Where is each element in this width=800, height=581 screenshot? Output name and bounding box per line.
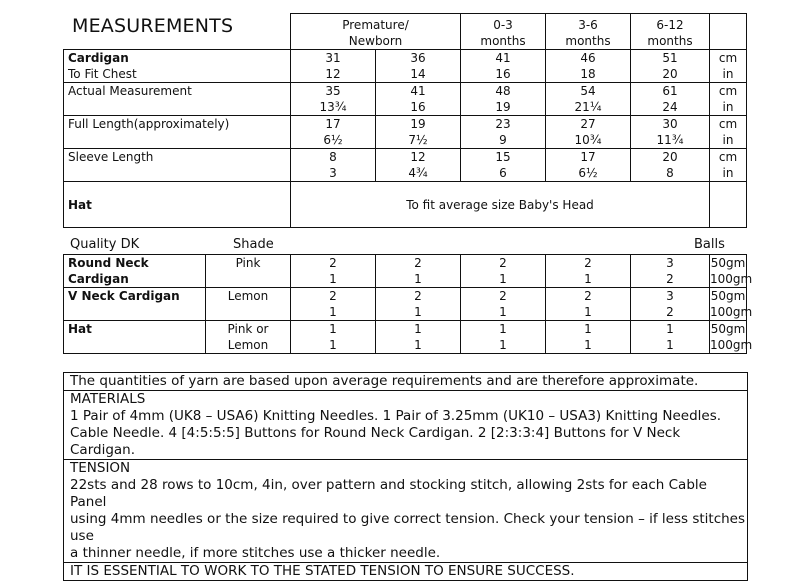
ball-weight xyxy=(710,321,753,354)
measurement-value xyxy=(291,116,376,149)
measurement-value-text: 48 xyxy=(495,84,511,98)
ball-count-text: 1 xyxy=(329,338,337,352)
measurement-value xyxy=(461,83,546,116)
measurement-value-text: 17 xyxy=(580,150,596,164)
measurement-value-text: 10¾ xyxy=(574,133,602,147)
hat-row xyxy=(64,182,747,228)
ball-count xyxy=(376,321,461,354)
measurement-label xyxy=(64,149,291,182)
unit-text: in xyxy=(722,67,734,81)
ball-count-text: 1 xyxy=(584,338,592,352)
measurement-value-text: 35 xyxy=(325,84,341,98)
garment-name xyxy=(64,288,206,321)
measurement-value xyxy=(546,50,631,83)
balls-label: Balls xyxy=(694,237,725,252)
measurement-value-text: 30 xyxy=(662,117,678,131)
measurement-value-text: 12 xyxy=(410,150,426,164)
ball-count-text: 2 xyxy=(329,289,337,303)
measurement-value-text: 20 xyxy=(662,150,678,164)
measurement-value xyxy=(291,149,376,182)
ball-count-text: 1 xyxy=(499,272,507,286)
ball-count-text: 3 xyxy=(666,289,674,303)
measurement-value-text: 16 xyxy=(410,100,426,114)
ball-count-text: 2 xyxy=(666,272,674,286)
ball-count-text: 1 xyxy=(329,272,337,286)
ball-count-text: 1 xyxy=(329,322,337,336)
ball-weight-text: 100gm xyxy=(710,305,753,319)
measurement-label-text: Sleeve Length xyxy=(68,150,154,164)
shade-cell xyxy=(206,255,291,288)
garment-name-text: V Neck Cardigan xyxy=(68,289,180,303)
measurement-value xyxy=(461,50,546,83)
measurement-value-text: 41 xyxy=(495,51,511,65)
ball-count-text: 2 xyxy=(584,256,592,270)
measurement-value-text: 8 xyxy=(329,150,337,164)
measurement-value-text: 51 xyxy=(662,51,678,65)
quality-label: Quality DK xyxy=(70,237,140,252)
quantities-note: The quantities of yarn are based upon average requirements and are therefore approximate. xyxy=(70,373,699,389)
measurement-value xyxy=(291,50,376,83)
measurement-value xyxy=(376,50,461,83)
measurement-units xyxy=(710,50,747,83)
ball-count xyxy=(376,288,461,321)
measurement-value-text: 6½ xyxy=(578,166,598,180)
measurement-value xyxy=(631,83,710,116)
garment-name xyxy=(64,321,206,354)
measurement-value-text: 27 xyxy=(580,117,596,131)
ball-count-text: 1 xyxy=(584,272,592,286)
measurement-value-text: 18 xyxy=(580,67,596,81)
ball-count xyxy=(631,288,710,321)
measurement-value-text: 7½ xyxy=(408,133,428,147)
ball-count-text: 1 xyxy=(584,305,592,319)
ball-count-text: 1 xyxy=(666,322,674,336)
measurement-value xyxy=(461,149,546,182)
measurement-value-text: 3 xyxy=(329,166,337,180)
measurement-row xyxy=(64,50,747,83)
measurement-units xyxy=(710,83,747,116)
size-header: 3-6 months xyxy=(546,14,631,50)
measurement-rows xyxy=(64,50,747,182)
yarn-rows xyxy=(64,255,753,354)
tension-line: a thinner needle, if more stitches use a thicker needle. xyxy=(70,545,441,561)
ball-weight-text: 100gm xyxy=(710,338,753,352)
measurement-value-text: 46 xyxy=(580,51,596,65)
ball-count-text: 2 xyxy=(414,289,422,303)
measurement-value-text: 6½ xyxy=(323,133,343,147)
ball-weight xyxy=(710,288,753,321)
size-header: Premature/ Newborn xyxy=(291,14,461,50)
unit-text: in xyxy=(722,133,734,147)
tension-line: 22sts and 28 rows to 10cm, 4in, over pattern and stocking stitch, allowing 2sts for each Cable Panel xyxy=(70,477,707,510)
ball-count-text: 1 xyxy=(584,322,592,336)
ball-count xyxy=(291,321,376,354)
ball-count xyxy=(461,255,546,288)
ball-count-text: 3 xyxy=(666,256,674,270)
materials-line: 1 Pair of 4mm (UK8 – USA6) Knitting Needles. 1 Pair of 3.25mm (UK10 – USA3) Knitting Needles. xyxy=(70,408,722,424)
garment-name-text: Cardigan xyxy=(68,272,129,286)
ball-count-text: 1 xyxy=(499,322,507,336)
measurement-value-text: 19 xyxy=(495,100,511,114)
measurement-value-text: 61 xyxy=(662,84,678,98)
ball-count-text: 1 xyxy=(499,338,507,352)
unit-text: cm xyxy=(718,150,738,164)
measurement-value-text: 36 xyxy=(410,51,426,65)
garment-name-text: Round Neck xyxy=(68,256,149,270)
tension-line: using 4mm needles or the size required to give correct tension. Check your tension – if less stitches use xyxy=(70,511,746,544)
unit-text: cm xyxy=(718,51,738,65)
ball-weight-text: 50gm xyxy=(710,322,746,336)
measurement-value-text: 15 xyxy=(495,150,511,164)
garment-name xyxy=(64,255,206,288)
measurement-value xyxy=(376,116,461,149)
yarn-table xyxy=(63,254,753,354)
ball-count xyxy=(546,288,631,321)
shade-text: Lemon xyxy=(227,338,269,352)
ball-count-text: 2 xyxy=(584,289,592,303)
unit-text: in xyxy=(722,100,734,114)
measurement-units xyxy=(710,149,747,182)
ball-count xyxy=(631,255,710,288)
ball-count xyxy=(546,321,631,354)
shade-text: Pink or xyxy=(227,322,269,336)
measurement-value-text: 21¼ xyxy=(574,100,602,114)
ball-weight-text: 50gm xyxy=(710,256,746,270)
ball-weight-text: 50gm xyxy=(710,289,746,303)
ball-weight-text: 100gm xyxy=(710,272,753,286)
measurement-label xyxy=(64,50,291,83)
page-title: MEASUREMENTS xyxy=(72,15,234,37)
measurements-table xyxy=(63,13,747,228)
measurement-value-text: 14 xyxy=(410,67,426,81)
measurement-value-text: 12 xyxy=(325,67,341,81)
measurement-row xyxy=(64,83,747,116)
shade-cell xyxy=(206,321,291,354)
measurement-label-text: To Fit Chest xyxy=(68,67,137,81)
measurement-value-text: 24 xyxy=(662,100,678,114)
measurement-value-text: 20 xyxy=(662,67,678,81)
measurement-value xyxy=(461,116,546,149)
yarn-row xyxy=(64,321,747,354)
ball-count-text: 2 xyxy=(414,256,422,270)
ball-count-text: 2 xyxy=(666,305,674,319)
ball-count-text: 2 xyxy=(329,256,337,270)
measurement-value xyxy=(546,116,631,149)
measurement-value xyxy=(631,50,710,83)
measurement-label-text: Full Length(approximately) xyxy=(68,117,230,131)
measurement-value xyxy=(376,149,461,182)
ball-count-text: 2 xyxy=(499,289,507,303)
measurement-value xyxy=(546,149,631,182)
measurement-row xyxy=(64,149,747,182)
measurement-value xyxy=(631,149,710,182)
ball-count-text: 1 xyxy=(414,322,422,336)
ball-count-text: 1 xyxy=(499,305,507,319)
measurement-value-text: 17 xyxy=(325,117,341,131)
yarn-row xyxy=(64,288,747,321)
shade-cell xyxy=(206,288,291,321)
ball-count xyxy=(291,288,376,321)
garment-name-text: Hat xyxy=(68,322,92,336)
measurement-units xyxy=(710,116,747,149)
measurement-value-text: 9 xyxy=(499,133,507,147)
unit-text: cm xyxy=(718,84,738,98)
ball-count xyxy=(461,321,546,354)
essential-note: IT IS ESSENTIAL TO WORK TO THE STATED TENSION TO ENSURE SUCCESS. xyxy=(64,562,747,580)
measurement-value-text: 19 xyxy=(410,117,426,131)
materials-heading: MATERIALS xyxy=(64,390,747,408)
ball-count-text: 1 xyxy=(666,338,674,352)
measurement-label-text: Actual Measurement xyxy=(68,84,192,98)
ball-count-text: 1 xyxy=(329,305,337,319)
size-header: 6-12 months xyxy=(631,14,710,50)
measurement-value-text: 41 xyxy=(410,84,426,98)
measurement-value-text: 6 xyxy=(499,166,507,180)
hat-size-text: To fit average size Baby's Head xyxy=(291,182,710,228)
hat-label: Hat xyxy=(64,182,291,228)
measurement-value-text: 4¾ xyxy=(408,166,428,180)
measurement-value-text: 31 xyxy=(325,51,341,65)
measurement-value-text: 13¾ xyxy=(319,100,347,114)
materials-line: Cable Needle. 4 [4:5:5:5] Buttons for Round Neck Cardigan. 2 [2:3:3:4] Buttons for V Neck Cardigan. xyxy=(70,425,681,458)
measurement-value xyxy=(376,83,461,116)
measurement-value xyxy=(631,116,710,149)
ball-count-text: 1 xyxy=(414,305,422,319)
unit-text: cm xyxy=(718,117,738,131)
ball-count-text: 1 xyxy=(414,272,422,286)
measurement-label xyxy=(64,116,291,149)
ball-count-text: 2 xyxy=(499,256,507,270)
ball-count xyxy=(546,255,631,288)
ball-count xyxy=(461,288,546,321)
measurement-value-text: 54 xyxy=(580,84,596,98)
shade-text: Lemon xyxy=(227,289,269,303)
ball-count-text: 1 xyxy=(414,338,422,352)
shade-text: Pink xyxy=(235,256,261,270)
measurement-value xyxy=(291,83,376,116)
unit-text: in xyxy=(722,166,734,180)
ball-count xyxy=(631,321,710,354)
shade-label: Shade xyxy=(233,237,274,252)
ball-count xyxy=(291,255,376,288)
measurement-value-text: 16 xyxy=(495,67,511,81)
tension-heading: TENSION xyxy=(64,459,747,477)
yarn-row xyxy=(64,255,747,288)
measurement-value-text: 8 xyxy=(666,166,674,180)
ball-count xyxy=(376,255,461,288)
measurement-value xyxy=(546,83,631,116)
ball-weight xyxy=(710,255,753,288)
measurement-label-text: Cardigan xyxy=(68,51,129,65)
size-header: 0-3 months xyxy=(461,14,546,50)
measurement-value-text: 23 xyxy=(495,117,511,131)
size-header-row xyxy=(64,14,747,50)
measurement-value-text: 11¾ xyxy=(656,133,684,147)
measurement-label xyxy=(64,83,291,116)
measurement-row xyxy=(64,116,747,149)
